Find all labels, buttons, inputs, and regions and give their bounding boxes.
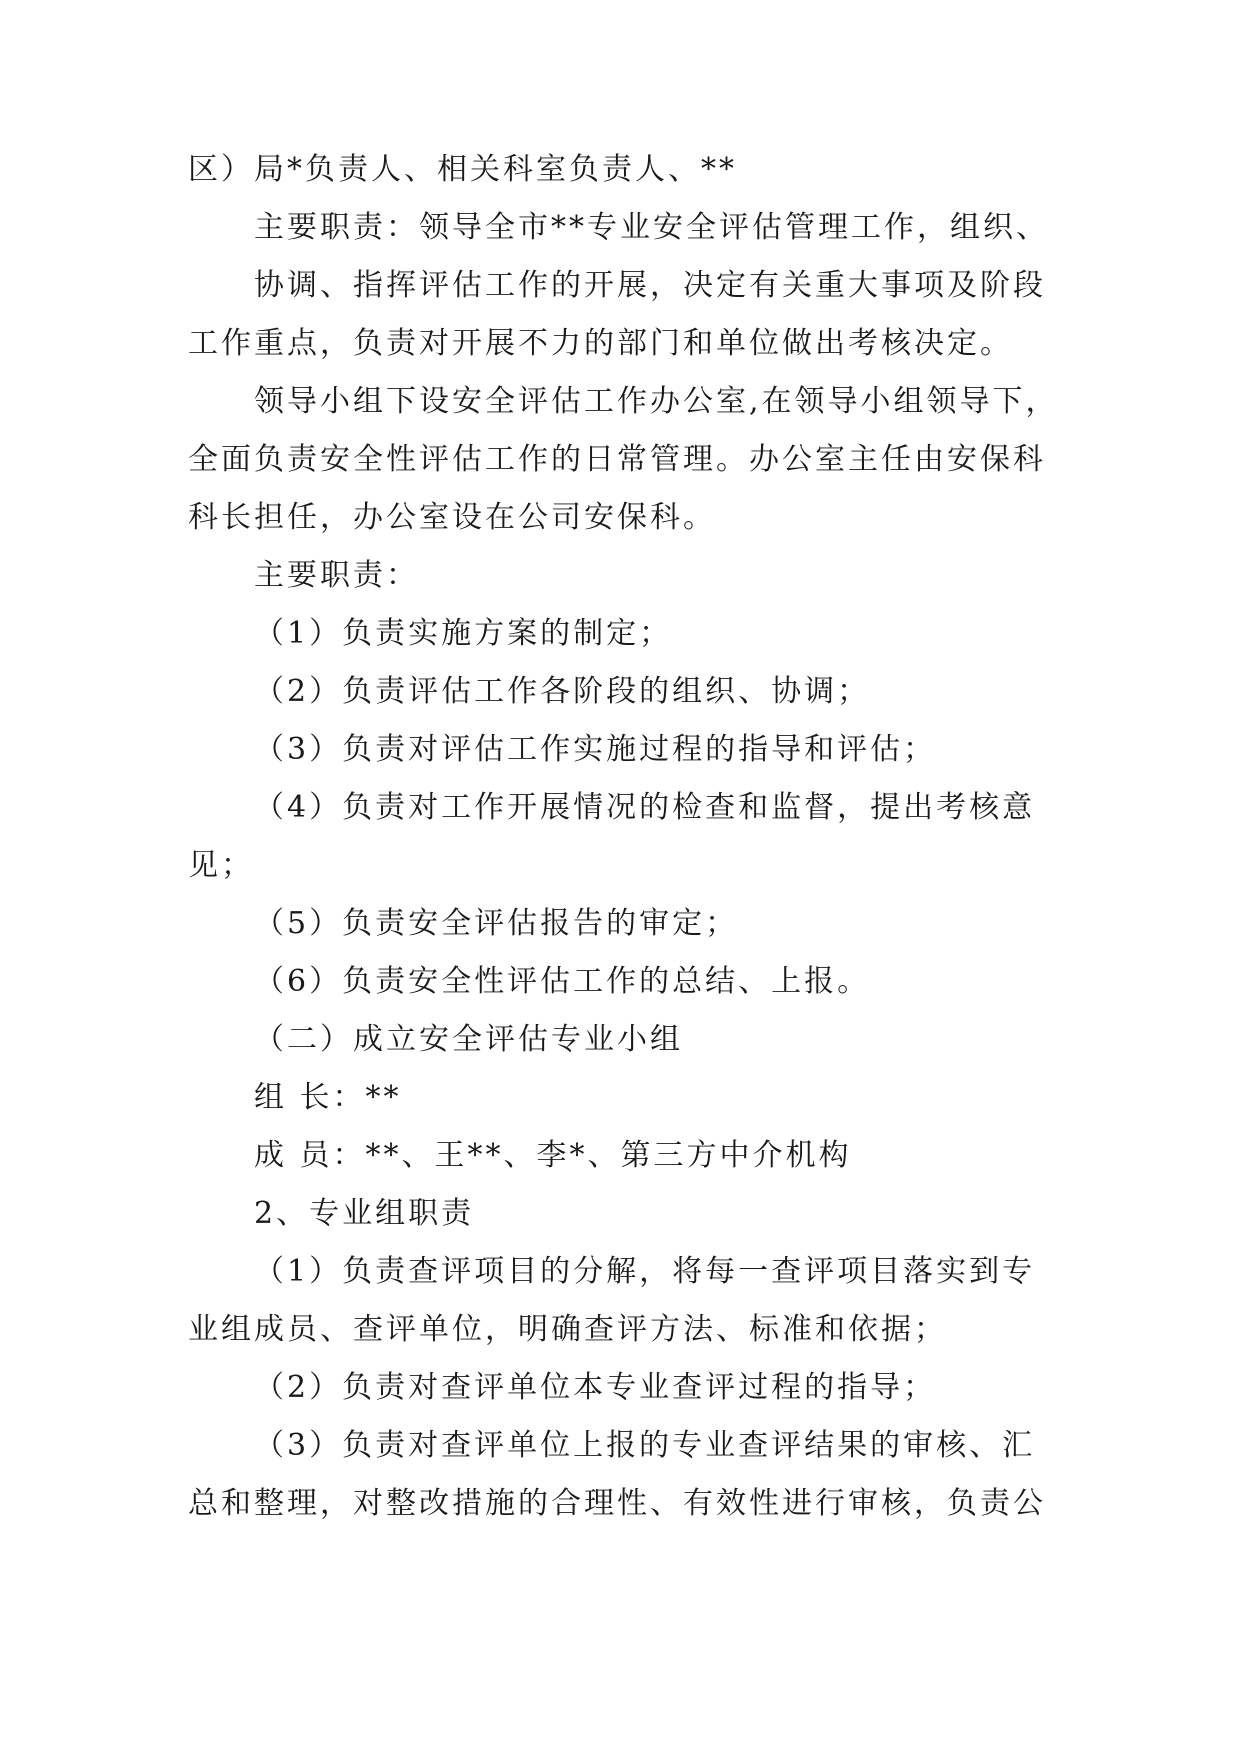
- text-line: 领导小组下设安全评估工作办公室,在领导小组领导下，: [254, 384, 1059, 419]
- text-line: 科长担任，办公室设在公司安保科。: [188, 500, 716, 535]
- text-line: 主要职责：: [254, 558, 419, 593]
- text-line: （二）成立安全评估专业小组: [254, 1022, 683, 1057]
- text-line: 协调、指挥评估工作的开展，决定有关重大事项及阶段: [254, 268, 1046, 303]
- text-line: 全面负责安全性评估工作的日常管理。办公室主任由安保科: [188, 442, 1046, 477]
- text-line: （2）负责评估工作各阶段的组织、协调；: [254, 674, 871, 709]
- text-line: （3）负责对查评单位上报的专业查评结果的审核、汇: [254, 1428, 1036, 1463]
- text-line: 区）局*负责人、相关科室负责人、**: [188, 152, 737, 187]
- text-line: （3）负责对评估工作实施过程的指导和评估；: [254, 732, 937, 767]
- text-line: 工作重点，负责对开展不力的部门和单位做出考核决定。: [188, 326, 1013, 361]
- text-line: 2、专业组职责: [254, 1196, 475, 1231]
- text-line: （6）负责安全性评估工作的总结、上报。: [254, 964, 871, 999]
- text-line: 见；: [188, 848, 254, 883]
- text-line: 成 员：**、王**、李*、第三方中介机构: [254, 1138, 852, 1173]
- text-line: （5）负责安全评估报告的审定；: [254, 906, 739, 941]
- text-line: 主要职责：领导全市**专业安全评估管理工作，组织、: [254, 210, 1049, 245]
- text-line: 组 长：**: [254, 1080, 402, 1115]
- text-line: （2）负责对查评单位本专业查评过程的指导；: [254, 1370, 937, 1405]
- text-line: （1）负责实施方案的制定；: [254, 616, 673, 651]
- text-line: 业组成员、查评单位，明确查评方法、标准和依据；: [188, 1312, 947, 1347]
- text-line: 总和整理，对整改措施的合理性、有效性进行审核，负责公: [188, 1486, 1046, 1521]
- text-line: （1）负责查评项目的分解，将每一查评项目落实到专: [254, 1254, 1036, 1289]
- text-line: （4）负责对工作开展情况的检查和监督，提出考核意: [254, 790, 1036, 825]
